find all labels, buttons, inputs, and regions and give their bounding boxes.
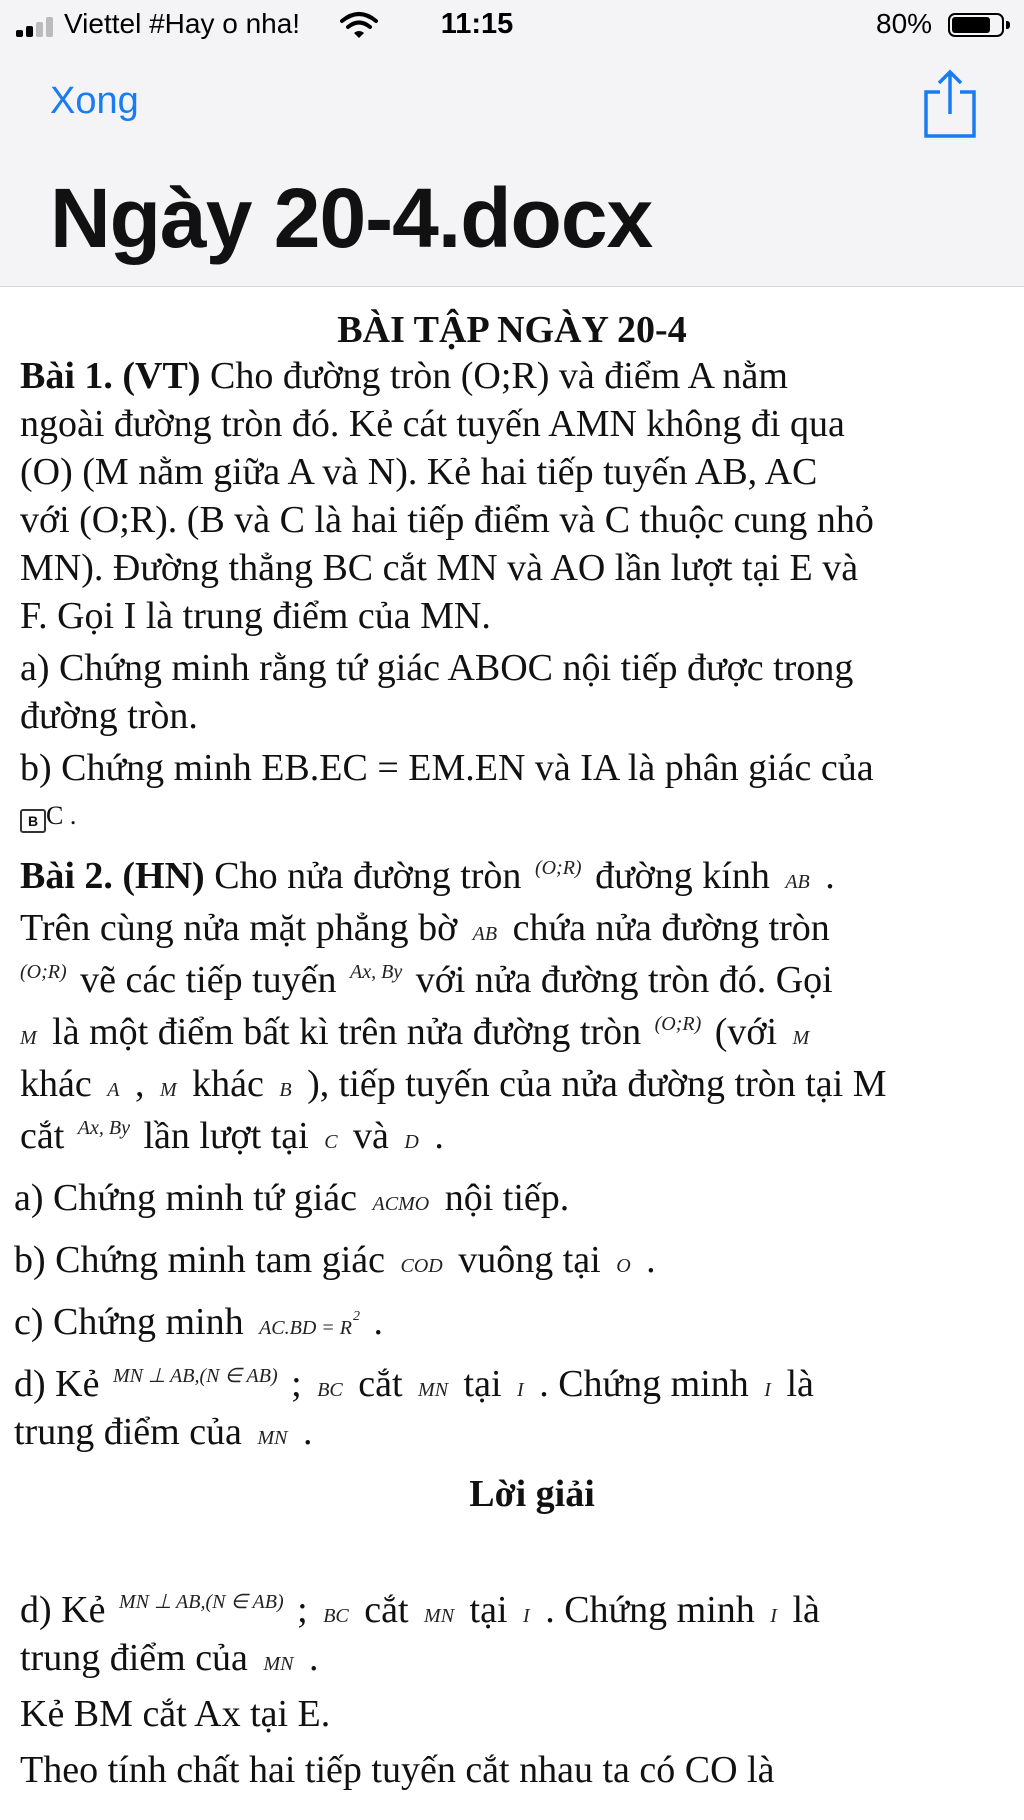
text-run: . — [299, 1637, 319, 1679]
text-run: là một điểm bất kì trên nửa đường tròn — [42, 1011, 651, 1053]
document-title: Ngày 20-4.docx — [50, 171, 653, 265]
bai1-line-5: MN). Đường thẳng BC cắt MN và AO lần lượt tại E và — [20, 547, 859, 589]
text-run: khác — [20, 1063, 102, 1105]
solution-line-4: Theo tính chất hai tiếp tuyến cắt nhau ta có CO là — [20, 1749, 775, 1791]
text-run: (với — [705, 1011, 787, 1053]
text-run: . Chứng minh — [529, 1363, 759, 1405]
text-run: ; — [281, 1363, 312, 1405]
text-run: lần lượt tại — [133, 1115, 319, 1157]
formula-ACBD: AC.BD = R — [259, 1317, 353, 1339]
text-run: . — [636, 1239, 656, 1281]
formula-AB: AB — [785, 871, 810, 893]
formula-I: I — [523, 1605, 530, 1627]
text-run: cắt — [348, 1363, 413, 1405]
text-run: . Chứng minh — [535, 1589, 765, 1631]
solution-line-1 — [20, 1587, 820, 1639]
bai2-line-6 — [20, 1113, 444, 1165]
bai2-line-3 — [20, 957, 833, 1009]
formula-ACMO: ACMO — [372, 1193, 430, 1215]
formula-I: I — [764, 1379, 771, 1401]
bai2-line-5 — [20, 1061, 887, 1113]
bai1-label: Bài 1. (VT) — [20, 355, 201, 397]
formula-BC: BC — [317, 1379, 343, 1401]
formula-M: M — [159, 1079, 177, 1101]
bai1-line-6: F. Gọi I là trung điểm của MN. — [20, 595, 491, 637]
text-run: C . — [46, 801, 77, 830]
formula-MN: MN — [424, 1605, 455, 1627]
formula-O: O — [616, 1255, 631, 1277]
formula-OR: (O;R) — [534, 857, 582, 879]
formula-OR: (O;R) — [654, 1013, 702, 1035]
solution-line-2 — [20, 1635, 318, 1687]
bai2-question-c — [14, 1299, 383, 1354]
status-bar — [0, 0, 1024, 52]
share-icon[interactable] — [922, 68, 978, 140]
bai2-line-2 — [20, 905, 830, 957]
text-run: . — [424, 1115, 444, 1157]
text-run: nội tiếp. — [435, 1177, 570, 1219]
bai2-question-a — [14, 1175, 569, 1227]
formula-BC: BC — [323, 1605, 349, 1627]
bai2-question-d-1 — [14, 1361, 814, 1413]
text-run: . — [364, 1301, 384, 1343]
text-run: là — [782, 1589, 820, 1631]
text-run: Cho nửa đường tròn — [204, 855, 531, 897]
formula-MN-perp-AB: MN ⊥ AB,(N ∈ AB) — [112, 1365, 278, 1387]
text-run: ), tiếp tuyến của nửa đường tròn tại M — [297, 1063, 887, 1105]
bai1-line-3: (O) (M nằm giữa A và N). Kẻ hai tiếp tuyến AB, AC — [20, 451, 818, 493]
text-run: với nửa đường tròn đó. Gọi — [406, 959, 833, 1001]
formula-I: I — [517, 1379, 524, 1401]
bai1-question-b-1: b) Chứng minh EB.EC = EM.EN và IA là phân giác của — [20, 747, 874, 789]
text-run: Cho đường tròn (O;R) và điểm A nằm — [200, 355, 788, 397]
battery-icon — [948, 13, 1004, 37]
formula-B: B — [279, 1079, 292, 1101]
clock-time: 11:15 — [440, 8, 514, 40]
formula-D: D — [404, 1131, 419, 1153]
text-run: d) Kẻ — [14, 1363, 109, 1405]
text-run: . — [815, 855, 835, 897]
formula-M: M — [792, 1027, 810, 1049]
text-run: a) Chứng minh tứ giác — [14, 1177, 367, 1219]
formula-MN: MN — [418, 1379, 449, 1401]
bai1-question-a-2: đường tròn. — [20, 695, 198, 737]
formula-I: I — [770, 1605, 777, 1627]
text-run: trung điểm của — [14, 1411, 252, 1453]
document-heading: BÀI TẬP NGÀY 20-4 — [337, 309, 687, 351]
text-run: . — [293, 1411, 313, 1453]
bai1-line-4: với (O;R). (B và C là hai tiếp điểm và C thuộc cung nhỏ — [20, 499, 874, 541]
text-run: b) Chứng minh tam giác — [14, 1239, 395, 1281]
formula-MN: MN — [257, 1427, 288, 1449]
done-button[interactable]: Xong — [50, 80, 139, 122]
formula-MN: MN — [263, 1653, 294, 1675]
battery-percent: 80% — [876, 8, 933, 39]
document-header — [0, 52, 1024, 287]
bai2-line-1 — [20, 853, 835, 905]
text-run: tại — [454, 1363, 512, 1405]
text-run: là — [776, 1363, 814, 1405]
battery-level-fill — [952, 17, 990, 33]
formula-AxBy: Ax, By — [77, 1117, 130, 1139]
text-run: Trên cùng nửa mặt phẳng bờ — [20, 907, 467, 949]
formula-A: A — [107, 1079, 120, 1101]
bai1-question-a-1: a) Chứng minh rằng tứ giác ABOC nội tiếp được trong — [20, 647, 854, 689]
text-run: tại — [460, 1589, 518, 1631]
bai2-question-d-2 — [14, 1409, 312, 1461]
carrier-name: Viettel #Hay o nha! — [64, 8, 301, 39]
bai1-line-1 — [20, 353, 788, 399]
bai2-line-4 — [20, 1009, 815, 1061]
solution-line-3: Kẻ BM cắt Ax tại E. — [20, 1693, 331, 1735]
formula-COD: COD — [400, 1255, 443, 1277]
text-run: đường kính — [585, 855, 780, 897]
bai1-line-2: ngoài đường tròn đó. Kẻ cát tuyến AMN không đi qua — [20, 403, 845, 445]
text-run: ; — [287, 1589, 318, 1631]
solution-heading: Lời giải — [469, 1473, 595, 1515]
broken-image-icon: B — [20, 809, 46, 833]
bai2-label: Bài 2. (HN) — [20, 855, 205, 897]
formula-AB: AB — [472, 923, 498, 945]
text-run: chứa nửa đường tròn — [503, 907, 830, 949]
text-run: vuông tại — [448, 1239, 611, 1281]
document-content — [0, 287, 1024, 1820]
text-run: vẽ các tiếp tuyến — [70, 959, 347, 1001]
text-run: và — [343, 1115, 399, 1157]
formula-AxBy: Ax, By — [350, 961, 403, 983]
formula-OR: (O;R) — [20, 961, 67, 983]
bai2-question-b — [14, 1237, 656, 1289]
text-run: d) Kẻ — [20, 1589, 115, 1631]
formula-C: C — [324, 1131, 338, 1153]
text-run: c) Chứng minh — [14, 1301, 254, 1343]
bai1-question-b-2 — [20, 793, 76, 839]
formula-MN-perp-AB: MN ⊥ AB,(N ∈ AB) — [118, 1591, 284, 1613]
text-run: khác — [182, 1063, 274, 1105]
text-run: cắt — [354, 1589, 419, 1631]
text-run: cắt — [20, 1115, 74, 1157]
text-run: , — [125, 1063, 154, 1105]
formula-M: M — [20, 1027, 37, 1049]
formula-squared: 2 — [353, 1309, 361, 1324]
text-run: trung điểm của — [20, 1637, 258, 1679]
